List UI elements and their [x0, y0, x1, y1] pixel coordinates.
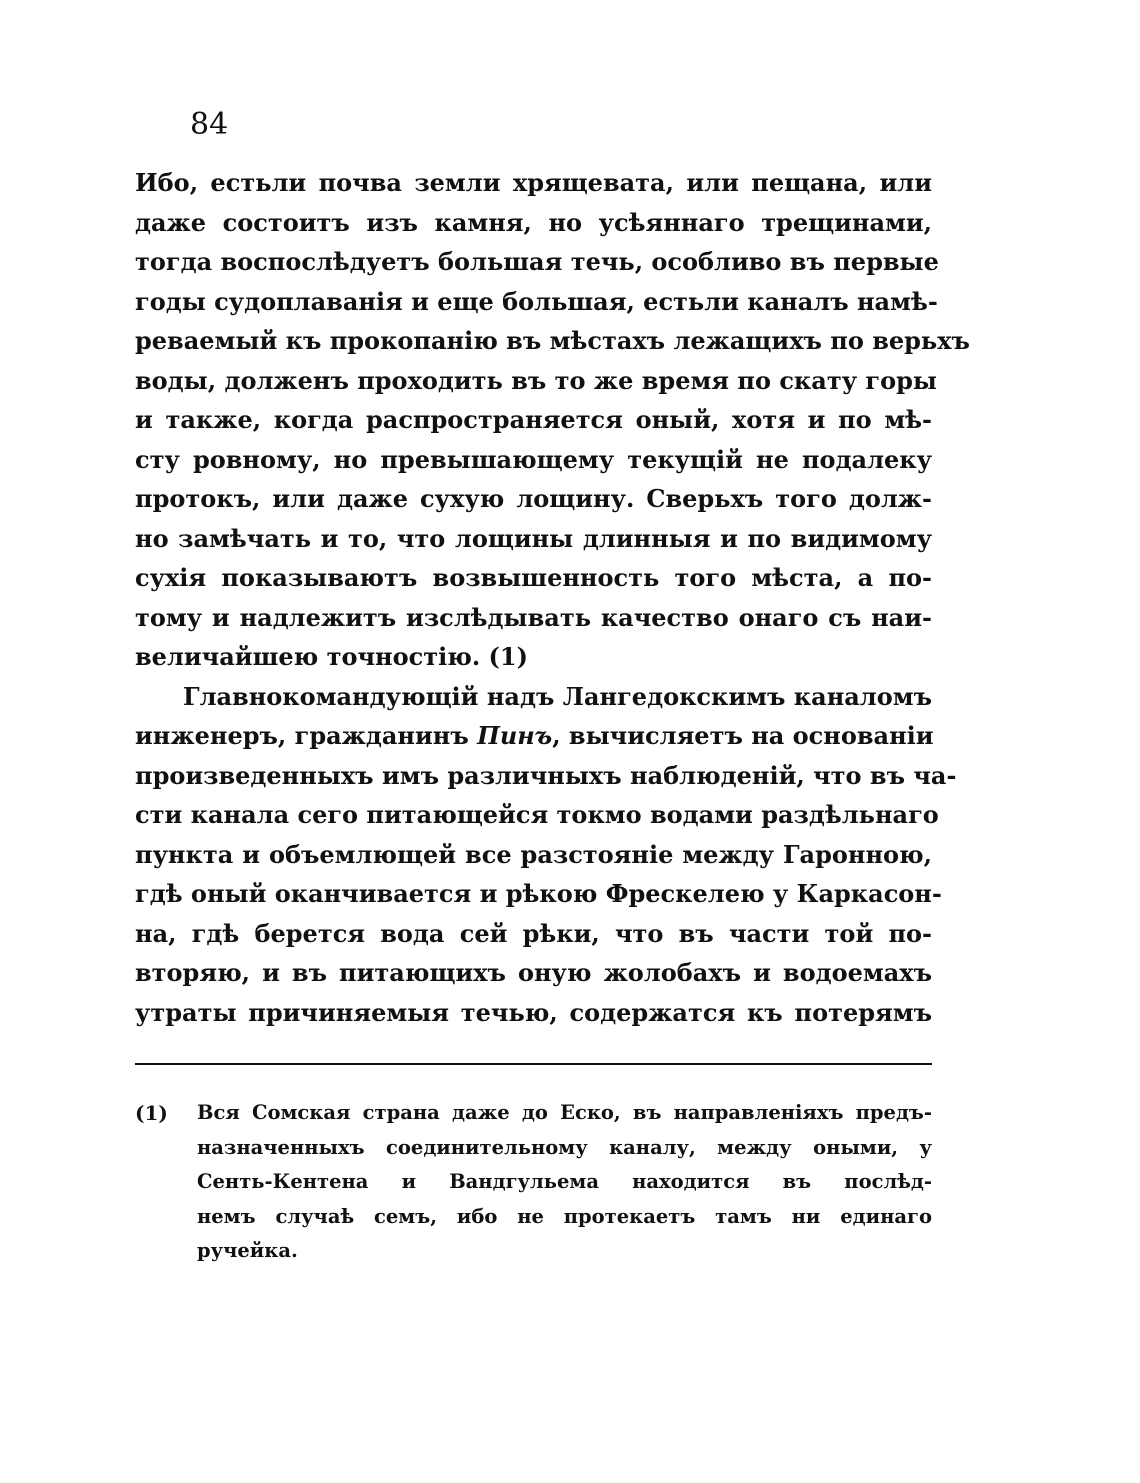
paragraph-1-line: реваемый къ прокопанію въ мѣстахъ лежащихъ по верьхъ [135, 326, 970, 355]
footnote-line: немъ случаѣ семъ, ибо не протекаетъ тамъ ни единаго [197, 1204, 932, 1228]
paragraph-1-line: и также, когда распространяется оный, хотя и по мѣ- [135, 405, 932, 434]
line-text: инженеръ, гражданинъ [135, 721, 478, 750]
footnote-line: назначенныхъ соединительному каналу, между оными, у [197, 1135, 932, 1159]
paragraph-2-line: произведенныхъ имъ различныхъ наблюденій, что въ ча- [135, 760, 957, 790]
footnote-divider [135, 1063, 932, 1065]
paragraph-2-line: вторяю, и въ питающихъ оную жолобахъ и водоемахъ [135, 958, 932, 987]
paragraph-2-line: Главнокомандующій надъ Лангедокскимъ каналомъ [183, 681, 932, 711]
footnote-line: Сенть-Кентена и Вандгульема находится въ послѣд- [197, 1170, 932, 1193]
engineer-name: Пинъ [477, 721, 553, 750]
page-number: 84 [190, 107, 229, 142]
paragraph-1-line: годы судоплаванія и еще большая, естьли каналъ намѣ- [135, 286, 938, 316]
paragraph-1-line: Ибо, естьли почва земли хрящевата, или пещана, или [135, 168, 932, 197]
line-text: , вычисляетъ на основаніи [552, 721, 934, 750]
main-text [135, 163, 970, 1032]
footnote-marker: (1) [135, 1101, 168, 1125]
paragraph-1-line: тогда воспослѣдуетъ большая течь, особливо въ первые [135, 247, 939, 276]
paragraph-1-line: величайшею точностію. (1) [135, 642, 528, 671]
footnote-text [197, 1096, 932, 1269]
paragraph-2-line: на, гдѣ берется вода сей рѣки, что въ части той по- [135, 918, 932, 948]
paragraph-2-line: утраты причиняемыя течью, содержатся къ потерямъ [135, 997, 932, 1027]
footnote-line: ручейка. [197, 1239, 298, 1262]
paragraph-2-line: гдѣ оный оканчивается и рѣкою Фрескелею у Каркасон- [135, 879, 942, 908]
paragraph-1-line: протокъ, или даже сухую лощину. Сверьхъ того долж- [135, 484, 932, 513]
paragraph-2-line [135, 716, 932, 756]
paragraph-2-line: сти канала сего питающейся токмо водами раздѣльнаго [135, 800, 939, 829]
paragraph-1-line: даже состоитъ изъ камня, но усѣяннаго трещинами, [135, 207, 932, 237]
footnote-line: Вся Сомская страна даже до Еско, въ направленіяхъ предъ- [197, 1101, 932, 1124]
paragraph-1-line: но замѣчать и то, что лощины длинныя и по видимому [135, 523, 932, 553]
paragraph-2-line: пункта и объемлющей все разстояніе между Гаронною, [135, 839, 932, 869]
paragraph-1-line: сту ровному, но превышающему текущій не подалеку [135, 444, 932, 474]
paragraph-1-line: воды, долженъ проходить въ то же время по скату горы [135, 365, 937, 395]
paragraph-1-line: тому и надлежитъ изслѣдывать качество онаго съ наи- [135, 602, 932, 632]
paragraph-1-line: сухія показываютъ возвышенность того мѣста, а по- [135, 563, 932, 592]
